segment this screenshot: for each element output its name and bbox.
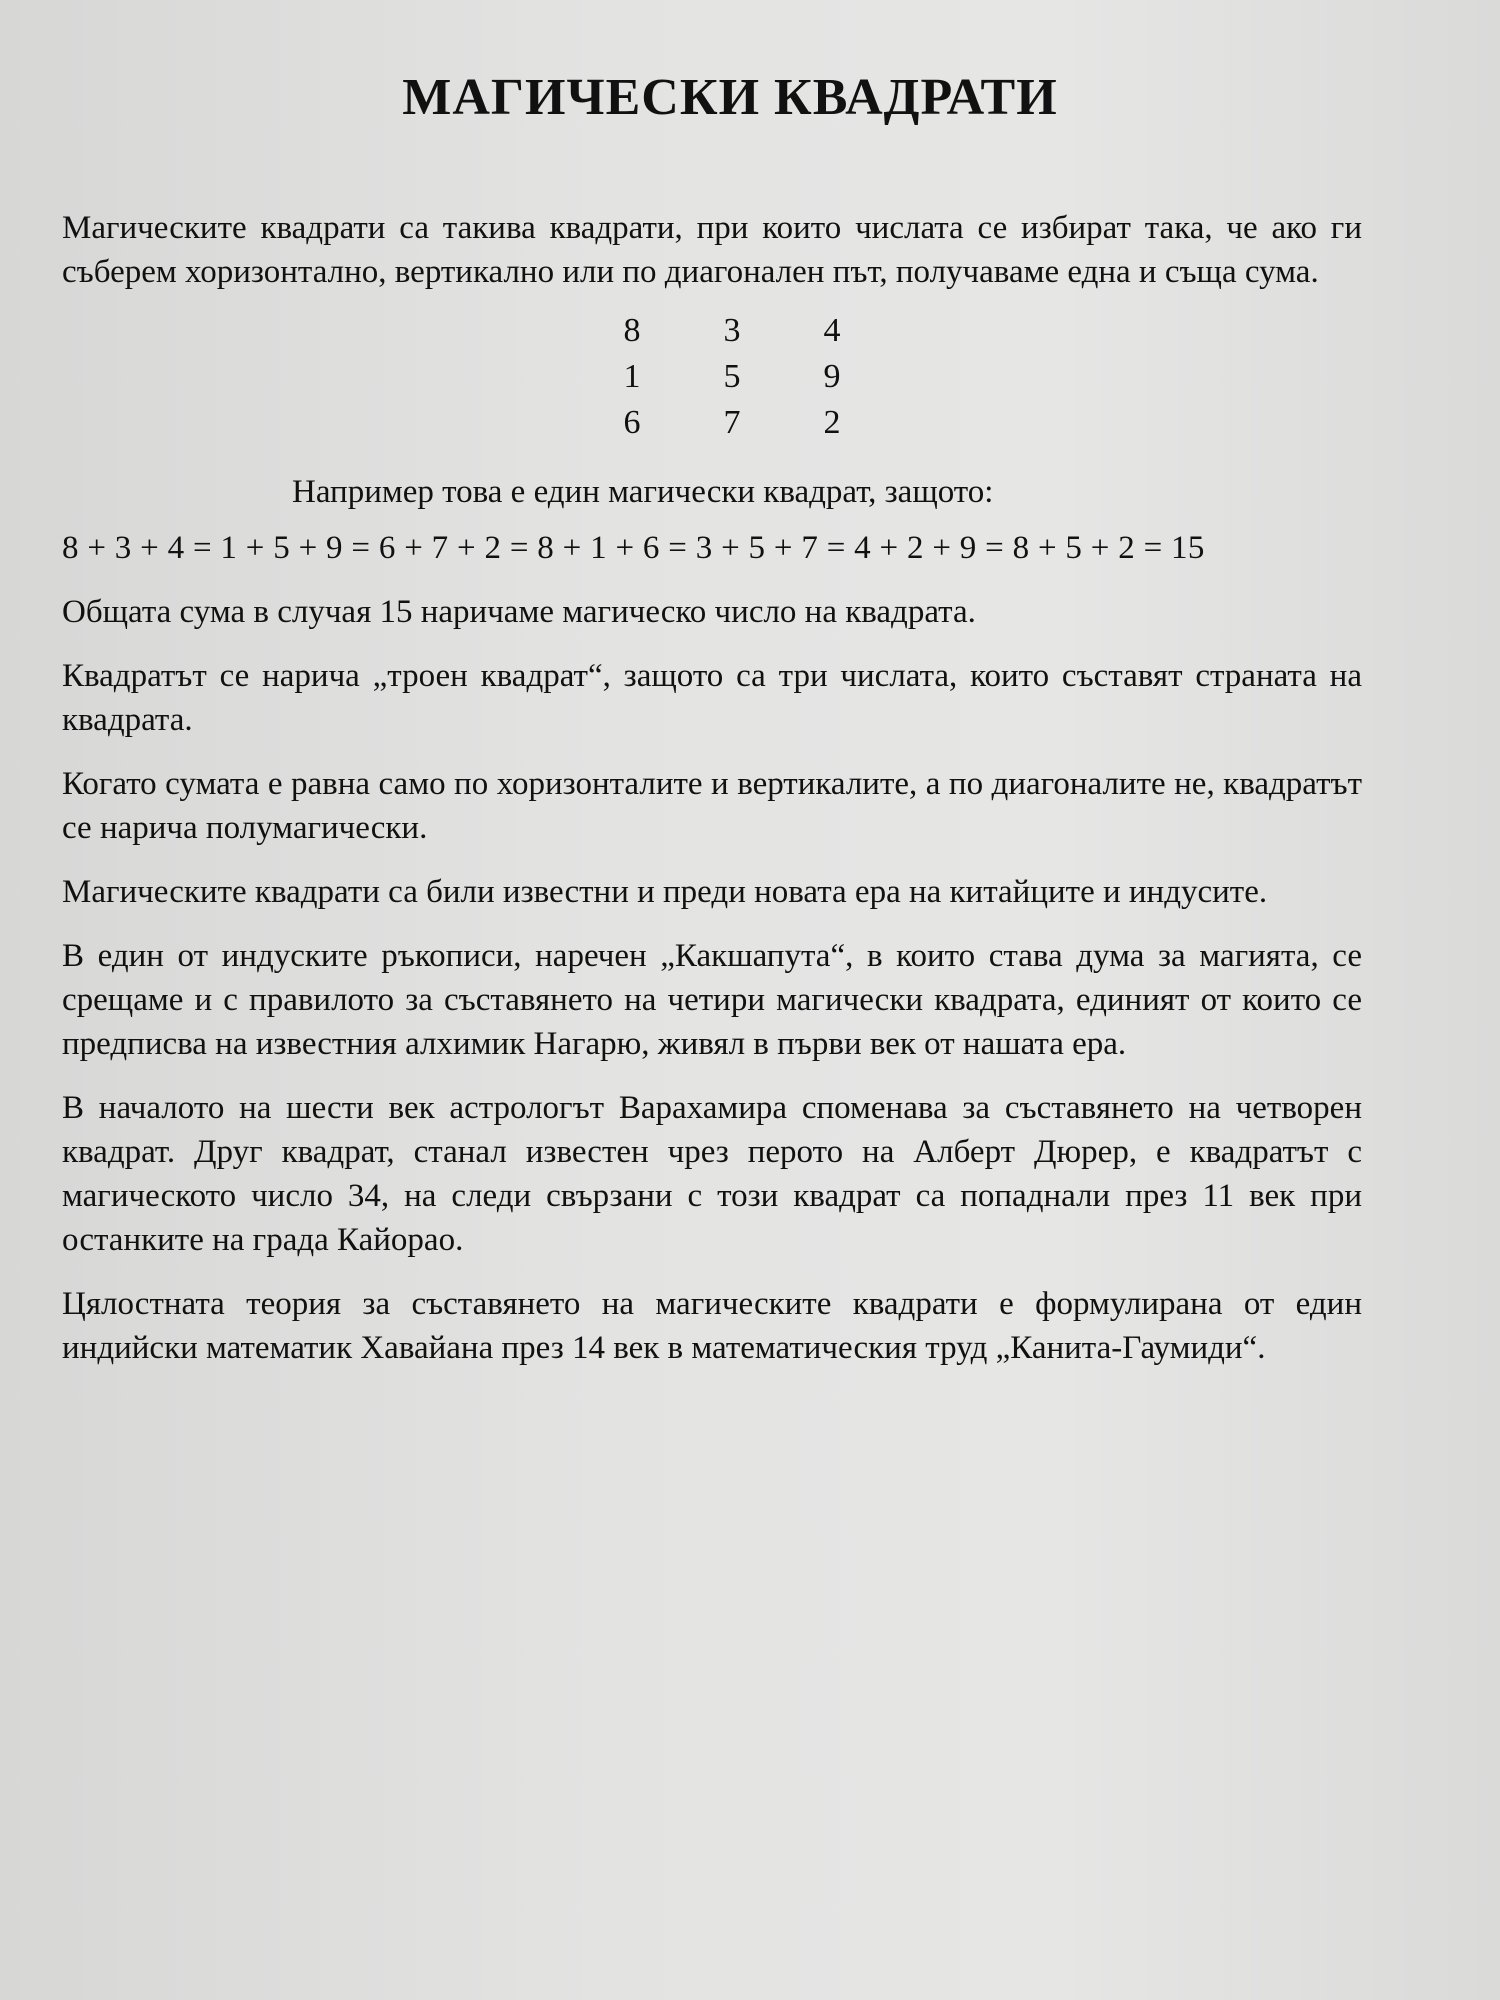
sum-equation: 8 + 3 + 4 = 1 + 5 + 9 = 6 + 7 + 2 = 8 + 1 + 6 = 3 + 5 + 7 = 4 + 2 + 9 = 8 + 5 + 2 = 15 bbox=[62, 530, 1205, 566]
paragraph: В началото на шести век астрологът Варахамира споменава за съставянето на четворен квадрат. Друг квадрат, станал известен чрез перото на Алберт Дюрер, е квадратът с магическото число 34, на следи свързани с този квадрат са попаднали през 11 век при останките на града Кайорао. bbox=[62, 1090, 1362, 1258]
paragraph: В един от индуските ръкописи, наречен „Какшапута“, в които става дума за магията, се срещаме и с правилото за съставянето на четири магически квадрата, единият от които се предписва на известния алхимик Нагарю, живял в първи век от нашата ера. bbox=[62, 938, 1362, 1062]
page-content bbox=[62, 58, 1362, 1370]
magic-square-row bbox=[582, 308, 882, 354]
page-title: МАГИЧЕСКИ КВАДРАТИ bbox=[402, 69, 1058, 126]
magic-square-cell: 8 bbox=[623, 312, 641, 349]
paragraph: Квадратът се нарича „троен квадрат“, защото са три числата, които съставят страната на квадрата. bbox=[62, 658, 1362, 738]
paragraph: Цялостната теория за съставянето на магическите квадрати е формулирана от един индийски математик Хавайана през 14 век в математическия труд „Канита-Гаумиди“. bbox=[62, 1286, 1362, 1366]
magic-square-cell: 6 bbox=[623, 404, 641, 441]
magic-square-cell: 7 bbox=[723, 404, 741, 441]
magic-square-cell: 9 bbox=[823, 358, 841, 395]
magic-square-cell: 2 bbox=[823, 404, 841, 441]
magic-square bbox=[582, 308, 882, 446]
magic-square-cell: 1 bbox=[623, 358, 641, 395]
paragraph: Когато сумата е равна само по хоризонталите и вертикалите, а по диагоналите не, квадратът се нарича полумагически. bbox=[62, 766, 1362, 846]
example-lead: Например това е един магически квадрат, защото: bbox=[292, 474, 994, 510]
magic-square-cell: 4 bbox=[823, 312, 841, 349]
magic-square-cell: 5 bbox=[723, 358, 741, 395]
magic-square-cell: 3 bbox=[723, 312, 741, 349]
magic-square-row bbox=[582, 354, 882, 400]
intro-paragraph: Магическите квадрати са такива квадрати, при които числата се избират така, че ако ги съберем хоризонтално, вертикално или по диагонален път, получаваме една и съща сума. bbox=[62, 210, 1362, 290]
paragraph: Магическите квадрати са били известни и преди новата ера на китайците и индусите. bbox=[62, 874, 1268, 910]
paragraph: Общата сума в случая 15 наричаме магическо число на квадрата. bbox=[62, 594, 976, 630]
magic-square-row bbox=[582, 400, 882, 446]
